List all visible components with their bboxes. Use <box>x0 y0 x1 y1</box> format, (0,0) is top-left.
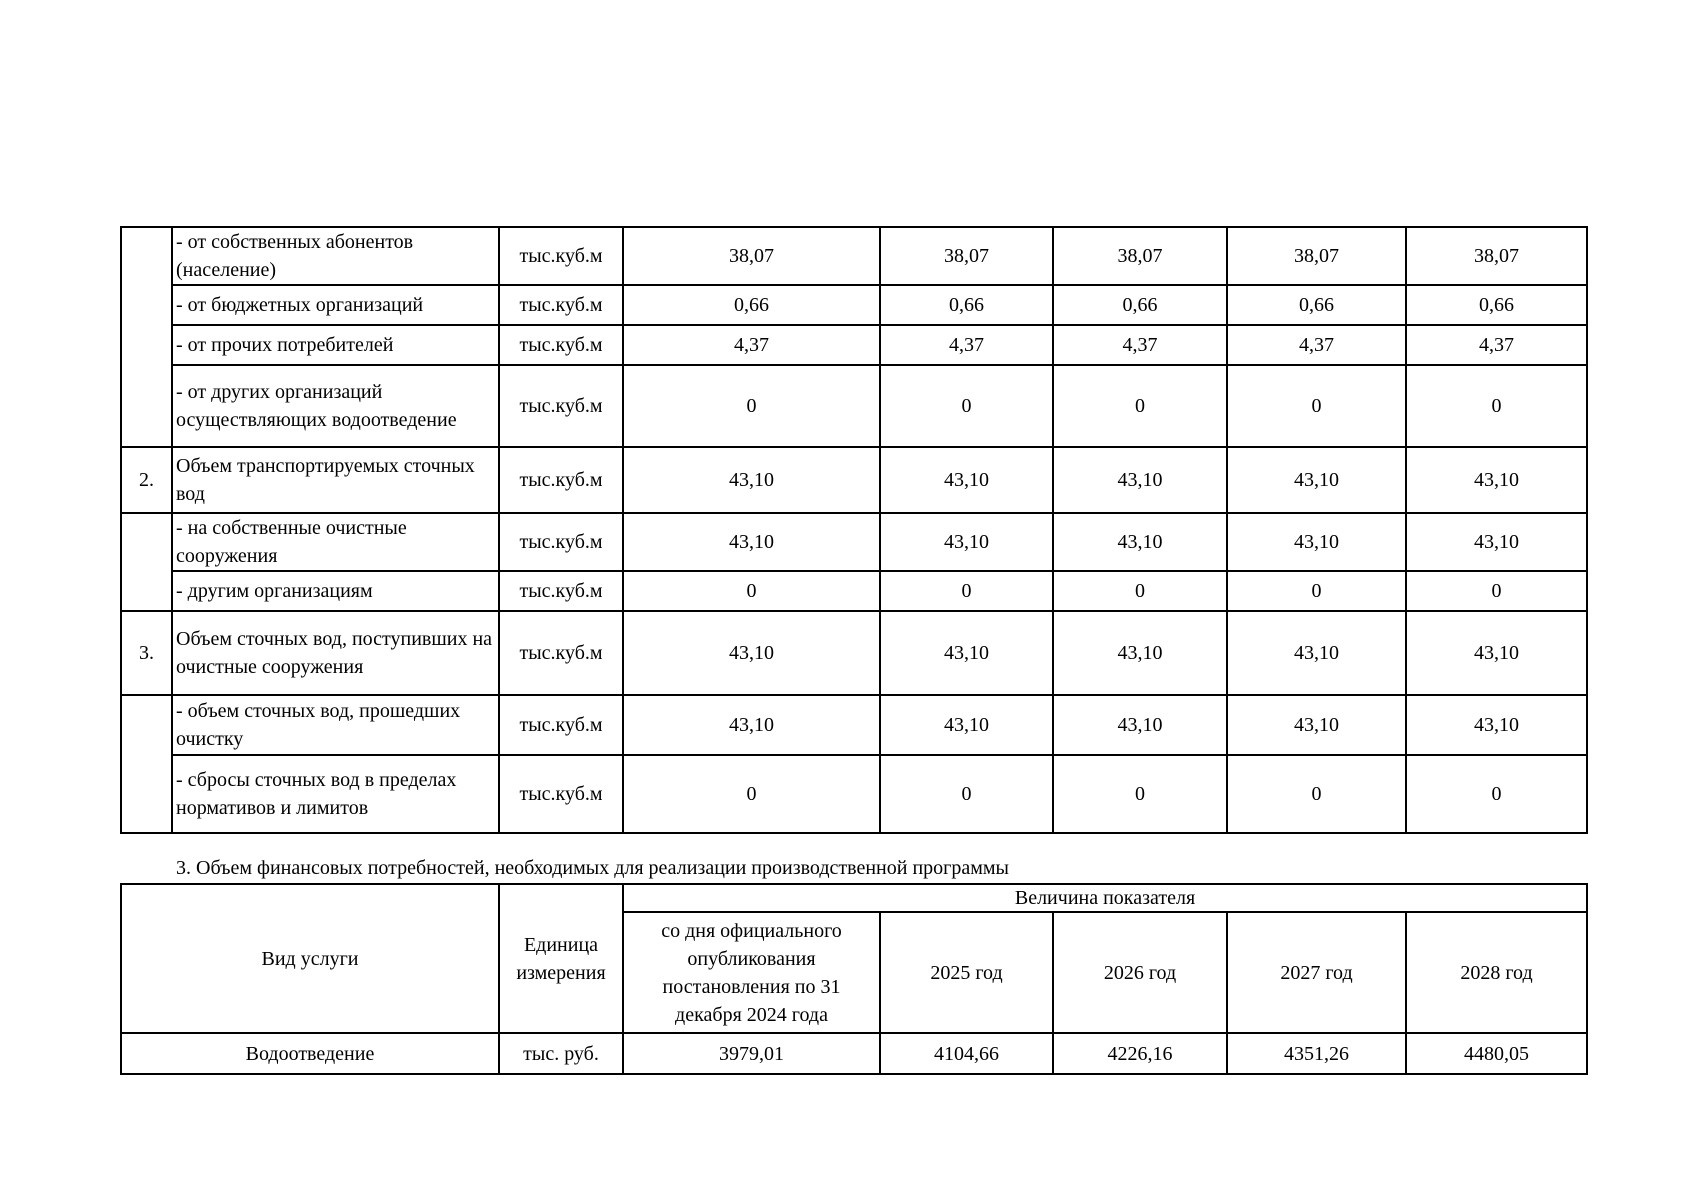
row-value: 43,10 <box>1053 513 1227 571</box>
row-value: 0 <box>623 755 880 833</box>
finance-table <box>120 883 1588 1075</box>
row-value: 0 <box>1406 571 1587 611</box>
row-name: Объем транспортируемых сточных вод <box>172 447 499 513</box>
row-value: 43,10 <box>1053 611 1227 695</box>
row-name: - объем сточных вод, прошедших очистку <box>172 695 499 755</box>
row-value: 38,07 <box>1227 227 1406 285</box>
table-row <box>121 611 1587 695</box>
table-row <box>121 755 1587 833</box>
row-value: 0 <box>1053 365 1227 447</box>
row-value: 0 <box>623 571 880 611</box>
row-value: 38,07 <box>880 227 1053 285</box>
table-row <box>121 571 1587 611</box>
row-value: 0 <box>1227 365 1406 447</box>
section-title: 3. Объем финансовых потребностей, необходимых для реализации производственной программы <box>176 857 1009 879</box>
row-unit: тыс.куб.м <box>499 325 623 365</box>
row-value: 0 <box>880 755 1053 833</box>
row-value: 43,10 <box>1406 695 1587 755</box>
table-row <box>121 513 1587 571</box>
row-name: - от бюджетных организаций <box>172 285 499 325</box>
row-value: 38,07 <box>623 227 880 285</box>
row-value: 0 <box>1053 571 1227 611</box>
row-value: 43,10 <box>880 695 1053 755</box>
header-unit: Единица измерения <box>499 884 623 1033</box>
row-index <box>121 513 172 611</box>
row-value: 43,10 <box>623 447 880 513</box>
row-value: 43,10 <box>880 447 1053 513</box>
row-value: 0,66 <box>1406 285 1587 325</box>
row-name: - другим организациям <box>172 571 499 611</box>
header-period: 2026 год <box>1053 912 1227 1033</box>
row-unit: тыс.куб.м <box>499 447 623 513</box>
row-service: Водоотведение <box>121 1033 499 1074</box>
table-row <box>121 1033 1587 1074</box>
row-value: 3979,01 <box>623 1033 880 1074</box>
row-value: 43,10 <box>1406 447 1587 513</box>
header-period: 2027 год <box>1227 912 1406 1033</box>
row-value: 43,10 <box>623 695 880 755</box>
row-value: 0,66 <box>880 285 1053 325</box>
table-row <box>121 695 1587 755</box>
row-unit: тыс.куб.м <box>499 755 623 833</box>
row-value: 4,37 <box>1053 325 1227 365</box>
row-name: - сбросы сточных вод в пределах нормативов и лимитов <box>172 755 499 833</box>
row-index <box>121 695 172 833</box>
row-value: 43,10 <box>623 513 880 571</box>
row-index: 2. <box>121 447 172 513</box>
header-period: 2025 год <box>880 912 1053 1033</box>
row-index: 3. <box>121 611 172 695</box>
row-value: 43,10 <box>880 611 1053 695</box>
row-value: 4,37 <box>880 325 1053 365</box>
row-value: 43,10 <box>1053 695 1227 755</box>
row-name: - от прочих потребителей <box>172 325 499 365</box>
row-value: 4,37 <box>1406 325 1587 365</box>
row-value: 43,10 <box>1227 611 1406 695</box>
row-unit: тыс.куб.м <box>499 571 623 611</box>
row-value: 0,66 <box>1227 285 1406 325</box>
row-value: 43,10 <box>1053 447 1227 513</box>
row-value: 4104,66 <box>880 1033 1053 1074</box>
row-unit: тыс.куб.м <box>499 611 623 695</box>
row-value: 43,10 <box>623 611 880 695</box>
table-row <box>121 285 1587 325</box>
row-value: 0,66 <box>1053 285 1227 325</box>
header-row <box>121 884 1587 912</box>
row-value: 38,07 <box>1053 227 1227 285</box>
row-value: 0 <box>1406 365 1587 447</box>
row-value: 0 <box>1227 755 1406 833</box>
row-name: Объем сточных вод, поступивших на очистные сооружения <box>172 611 499 695</box>
header-group: Величина показателя <box>623 884 1587 912</box>
row-unit: тыс.куб.м <box>499 227 623 285</box>
row-value: 0 <box>880 365 1053 447</box>
table-row <box>121 447 1587 513</box>
row-unit: тыс. руб. <box>499 1033 623 1074</box>
row-value: 4480,05 <box>1406 1033 1587 1074</box>
volume-table <box>120 226 1588 834</box>
row-unit: тыс.куб.м <box>499 513 623 571</box>
row-name: - на собственные очистные сооружения <box>172 513 499 571</box>
row-name: - от других организаций осуществляющих водоотведение <box>172 365 499 447</box>
table-row <box>121 325 1587 365</box>
row-value: 0 <box>1227 571 1406 611</box>
row-unit: тыс.куб.м <box>499 285 623 325</box>
header-period: со дня официального опубликования постановления по 31 декабря 2024 года <box>623 912 880 1033</box>
row-value: 43,10 <box>1227 513 1406 571</box>
row-value: 43,10 <box>1227 447 1406 513</box>
row-unit: тыс.куб.м <box>499 695 623 755</box>
header-period: 2028 год <box>1406 912 1587 1033</box>
row-value: 43,10 <box>880 513 1053 571</box>
row-value: 0 <box>1053 755 1227 833</box>
table-row <box>121 365 1587 447</box>
row-value: 0,66 <box>623 285 880 325</box>
row-name: - от собственных абонентов (население) <box>172 227 499 285</box>
row-value: 0 <box>623 365 880 447</box>
row-value: 4,37 <box>1227 325 1406 365</box>
table-row <box>121 227 1587 285</box>
row-value: 4,37 <box>623 325 880 365</box>
row-value: 38,07 <box>1406 227 1587 285</box>
row-index <box>121 227 172 447</box>
row-value: 43,10 <box>1406 611 1587 695</box>
row-value: 0 <box>880 571 1053 611</box>
row-value: 0 <box>1406 755 1587 833</box>
row-value: 4351,26 <box>1227 1033 1406 1074</box>
row-unit: тыс.куб.м <box>499 365 623 447</box>
row-value: 43,10 <box>1406 513 1587 571</box>
row-value: 43,10 <box>1227 695 1406 755</box>
header-service: Вид услуги <box>121 884 499 1033</box>
row-value: 4226,16 <box>1053 1033 1227 1074</box>
